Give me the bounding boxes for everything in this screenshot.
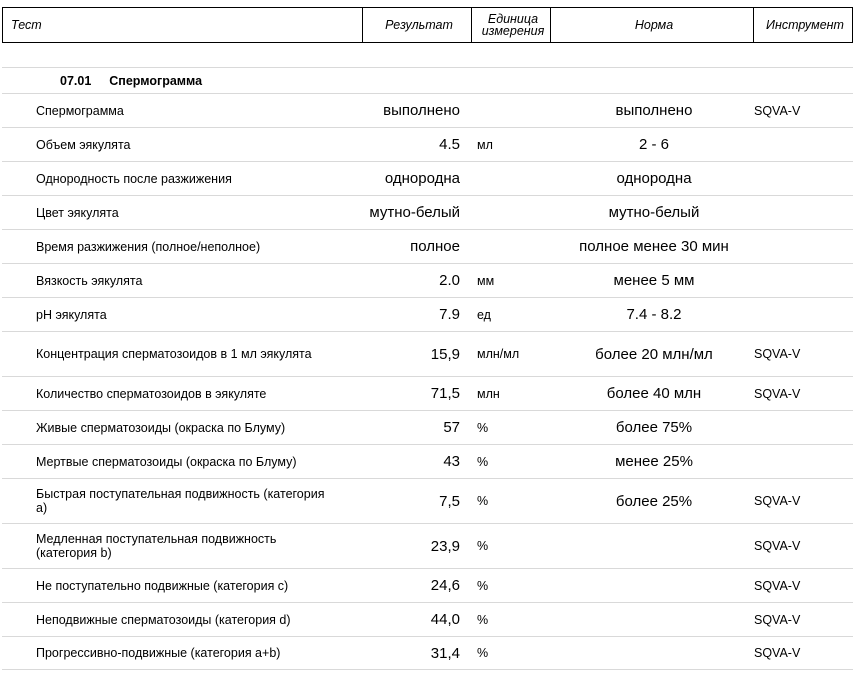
result-value: 31,4 xyxy=(430,644,460,662)
result-value: 57 xyxy=(443,419,460,436)
norm-value: мутно-белый xyxy=(608,204,700,221)
instrument-value xyxy=(754,230,849,263)
test-name: Цвет эякулята xyxy=(36,205,119,220)
instrument-value: SQVA-V xyxy=(754,578,801,593)
unit-value xyxy=(477,230,557,263)
norm-value: выполнено xyxy=(615,102,693,119)
test-name: Прогрессивно-подвижные (категория a+b) xyxy=(36,646,281,660)
table-row xyxy=(2,602,853,636)
header-norm: Норма xyxy=(634,18,674,32)
test-name: Живые сперматозоиды (окраска по Блуму) xyxy=(36,420,286,435)
table-row xyxy=(2,161,853,195)
unit-value: % xyxy=(477,494,489,508)
section-heading xyxy=(60,74,202,88)
instrument-value xyxy=(754,128,849,161)
unit-value xyxy=(477,196,557,229)
table-row xyxy=(2,444,853,478)
table-row xyxy=(2,93,853,127)
unit-value: ед xyxy=(477,307,491,322)
table-row xyxy=(2,263,853,297)
norm-value xyxy=(554,524,754,568)
unit-value: мл xyxy=(477,137,493,152)
result-value: 15,9 xyxy=(430,345,460,363)
test-name: Мертвые сперматозоиды (окраска по Блуму) xyxy=(36,454,297,469)
header-unit-line2: измерения xyxy=(481,24,545,38)
result-value: мутно-белый xyxy=(369,204,460,221)
header-divider xyxy=(471,8,472,42)
table-row xyxy=(2,297,853,331)
unit-value: млн/мл xyxy=(477,347,520,361)
test-name: Медленная поступательная подвижность (категория b) xyxy=(36,532,277,560)
result-value: 2.0 xyxy=(439,272,460,289)
norm-value: полное менее 30 мин xyxy=(579,238,729,255)
header-unit xyxy=(474,8,552,42)
test-name: Объем эякулята xyxy=(36,137,131,152)
result-value: 23,9 xyxy=(430,537,460,555)
result-value: однородна xyxy=(384,170,460,187)
norm-value: более 25% xyxy=(615,492,693,510)
instrument-value xyxy=(754,162,849,195)
table-row xyxy=(2,410,853,444)
instrument-value xyxy=(754,411,849,444)
unit-value: % xyxy=(477,539,489,553)
unit-value: % xyxy=(477,420,489,435)
result-value: полное xyxy=(410,238,460,255)
header-result: Результат xyxy=(385,18,453,32)
instrument-value: SQVA-V xyxy=(754,386,801,401)
header-divider xyxy=(753,8,754,42)
instrument-value: SQVA-V xyxy=(754,646,801,660)
instrument-value xyxy=(754,445,849,478)
test-name: Количество сперматозоидов в эякуляте xyxy=(36,386,267,401)
result-value: 24,6 xyxy=(430,577,460,594)
result-value: 4.5 xyxy=(439,136,460,153)
norm-value: менее 5 мм xyxy=(613,272,695,289)
table-row xyxy=(2,523,853,568)
norm-value xyxy=(554,569,754,602)
instrument-value: SQVA-V xyxy=(754,347,801,361)
header-unit-line1: Единица xyxy=(487,12,539,26)
norm-value: 7.4 - 8.2 xyxy=(626,306,682,323)
test-name: Время разжижения (полное/неполное) xyxy=(36,239,261,254)
instrument-value xyxy=(754,196,849,229)
table-row xyxy=(2,568,853,602)
unit-value xyxy=(477,162,557,195)
section-title: Спермограмма xyxy=(109,74,203,88)
unit-value: % xyxy=(477,612,489,627)
table-header xyxy=(2,7,853,43)
result-value: 44,0 xyxy=(430,611,460,628)
test-name: Не поступательно подвижные (категория c) xyxy=(36,578,289,593)
spacer-row xyxy=(2,44,853,68)
unit-value: мм xyxy=(477,273,495,288)
test-name: Быстрая поступательная подвижность (категория а) xyxy=(36,487,325,515)
norm-value: однородна xyxy=(616,170,692,187)
header-divider xyxy=(362,8,363,42)
unit-value: % xyxy=(477,646,489,660)
norm-value: более 40 млн xyxy=(606,385,702,402)
instrument-value: SQVA-V xyxy=(754,494,801,508)
table-row xyxy=(2,636,853,670)
norm-value: более 75% xyxy=(615,419,693,436)
result-value: 7.9 xyxy=(439,306,460,323)
header-test: Тест xyxy=(11,18,42,32)
unit-value: млн xyxy=(477,386,500,401)
norm-value: 2 - 6 xyxy=(638,136,669,153)
test-name: pH эякулята xyxy=(36,307,107,322)
instrument-value xyxy=(754,264,849,297)
unit-value: % xyxy=(477,454,489,469)
test-name: Концентрация сперматозоидов в 1 мл эякулята xyxy=(36,347,312,361)
result-value: выполнено xyxy=(383,102,460,119)
test-name: Однородность после разжижения xyxy=(36,171,232,186)
norm-value: менее 25% xyxy=(615,453,693,470)
header-instrument: Инструмент xyxy=(766,18,844,32)
table-row xyxy=(2,331,853,376)
norm-value xyxy=(554,637,754,669)
instrument-value xyxy=(754,298,849,331)
table-row xyxy=(2,127,853,161)
result-value: 7,5 xyxy=(439,492,460,510)
norm-value: более 20 млн/мл xyxy=(595,345,713,363)
test-name: Спермограмма xyxy=(36,103,124,118)
table-row xyxy=(2,229,853,263)
test-name: Вязкость эякулята xyxy=(36,273,143,288)
result-value: 71,5 xyxy=(430,385,460,402)
test-name: Неподвижные сперматозоиды (категория d) xyxy=(36,612,291,627)
unit-value xyxy=(477,94,557,127)
instrument-value: SQVA-V xyxy=(754,539,801,553)
header-divider xyxy=(550,8,551,42)
table-row xyxy=(2,376,853,410)
section-code: 07.01 xyxy=(60,74,92,88)
table-row xyxy=(2,195,853,229)
table-row xyxy=(2,478,853,523)
unit-value: % xyxy=(477,578,489,593)
result-value: 43 xyxy=(443,453,460,470)
instrument-value: SQVA-V xyxy=(754,103,801,118)
instrument-value: SQVA-V xyxy=(754,612,801,627)
norm-value xyxy=(554,603,754,636)
